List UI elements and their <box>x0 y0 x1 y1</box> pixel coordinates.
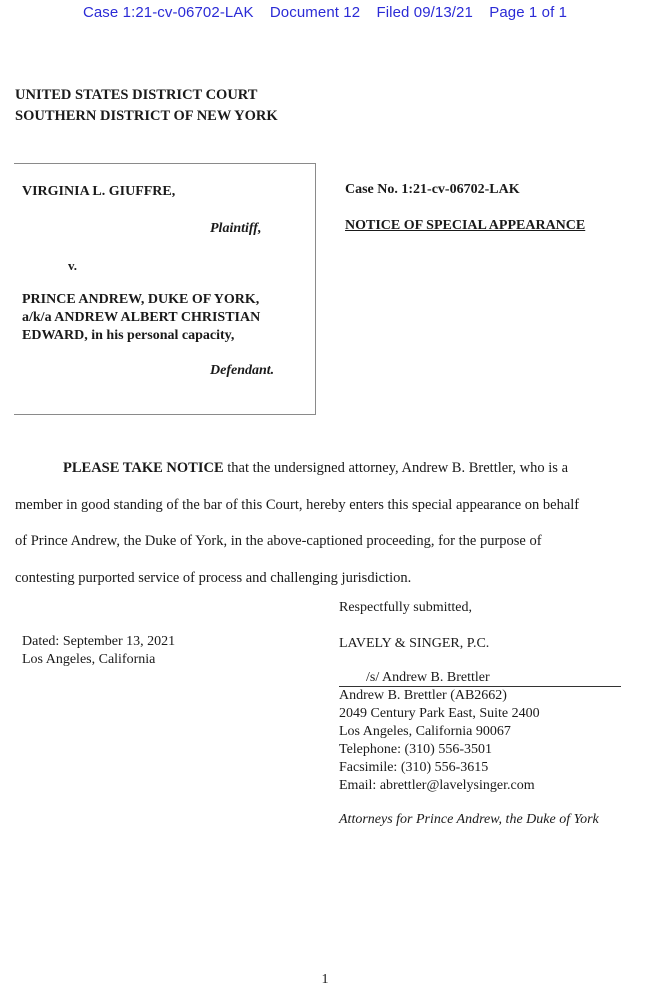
header-filed: Filed 09/13/21 <box>376 4 473 21</box>
court-heading <box>15 85 278 127</box>
notice-body <box>15 450 635 596</box>
dated-date: Dated: September 13, 2021 <box>22 634 176 649</box>
email: Email: abrettler@lavelysinger.com <box>339 778 535 793</box>
defendant-line-1: PRINCE ANDREW, DUKE OF YORK, <box>22 292 260 307</box>
defendant-line-2: a/k/a ANDREW ALBERT CHRISTIAN <box>22 310 261 325</box>
body-line-1 <box>15 450 635 487</box>
signature-block <box>339 599 639 829</box>
notice-title: NOTICE OF SPECIAL APPEARANCE <box>345 218 586 233</box>
header-document: Document 12 <box>269 4 361 21</box>
body-line-3: of Prince Andrew, the Duke of York, in the above-captioned proceeding, for the purpose of <box>15 533 542 549</box>
dated-place: Los Angeles, California <box>22 652 156 667</box>
plaintiff-role: Plaintiff, <box>210 221 262 236</box>
telephone: Telephone: (310) 556-3501 <box>339 742 492 757</box>
body-line-4: contesting purported service of process and challenging jurisdiction. <box>15 569 412 586</box>
attorney-name: Andrew B. Brettler (AB2662) <box>339 688 507 703</box>
firm-name: LAVELY & SINGER, P.C. <box>339 636 490 651</box>
court-line-1: UNITED STATES DISTRICT COURT <box>15 87 258 103</box>
defendant-name <box>22 291 312 345</box>
case-caption-box <box>14 163 316 415</box>
attorneys-for: Attorneys for Prince Andrew, the Duke of York <box>339 812 599 827</box>
case-number: Case No. 1:21-cv-06702-LAK <box>345 182 520 197</box>
page-number: 1 <box>321 972 329 987</box>
respectfully-submitted: Respectfully submitted, <box>339 600 472 615</box>
dated-block <box>22 633 175 669</box>
plaintiff-name: VIRGINIA L. GIUFFRE, <box>22 184 176 199</box>
versus: v. <box>68 258 78 273</box>
body-line-2: member in good standing of the bar of this Court, hereby enters this special appearance on behalf <box>15 496 580 513</box>
defendant-role: Defendant. <box>210 363 275 378</box>
ecf-header <box>0 4 650 21</box>
court-line-2: SOUTHERN DISTRICT OF NEW YORK <box>15 108 278 124</box>
defendant-line-3: EDWARD, in his personal capacity, <box>22 328 235 343</box>
header-case: Case 1:21-cv-06702-LAK <box>82 4 254 21</box>
facsimile: Facsimile: (310) 556-3615 <box>339 760 489 775</box>
header-page: Page 1 of 1 <box>489 4 568 21</box>
signature-line: /s/ Andrew B. Brettler <box>339 670 621 687</box>
body-line-1-text: that the undersigned attorney, Andrew B. Brettler, who is a <box>223 460 569 476</box>
body-lead: PLEASE TAKE NOTICE <box>63 460 224 476</box>
address-line-2: Los Angeles, California 90067 <box>339 724 511 739</box>
address-line-1: 2049 Century Park East, Suite 2400 <box>339 706 540 721</box>
